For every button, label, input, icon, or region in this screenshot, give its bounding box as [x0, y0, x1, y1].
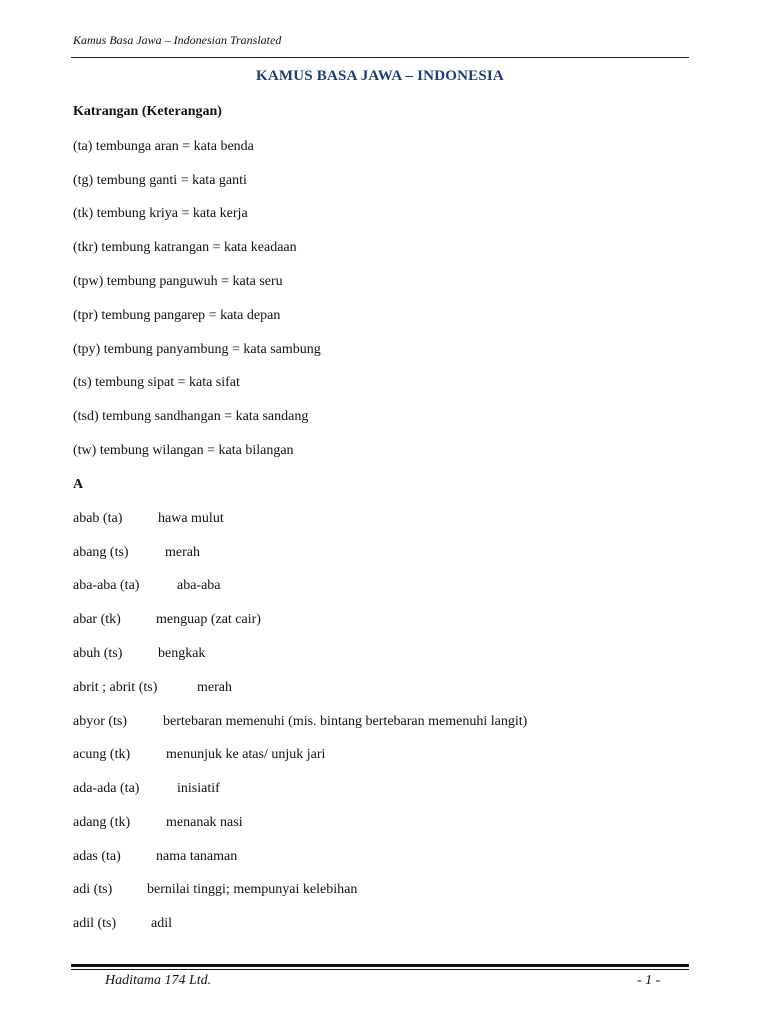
entry-meaning: menguap (zat cair): [156, 612, 261, 627]
legend-item: (tg) tembung ganti = kata ganti: [73, 173, 247, 188]
legend-item: (tpw) tembung panguwuh = kata seru: [73, 274, 283, 289]
entry-meaning: menunjuk ke atas/ unjuk jari: [166, 747, 326, 762]
legend-item: (tw) tembung wilangan = kata bilangan: [73, 443, 294, 458]
entry-term: ada-ada (ta): [73, 781, 140, 796]
dictionary-entry: [73, 612, 261, 628]
entry-meaning: menanak nasi: [166, 815, 243, 830]
entry-term: abuh (ts): [73, 646, 123, 661]
entry-term: acung (tk): [73, 747, 131, 762]
legend-item: (tpr) tembung pangarep = kata depan: [73, 308, 281, 323]
entry-term: adi (ts): [73, 882, 113, 897]
document-title: KAMUS BASA JAWA – INDONESIA: [256, 68, 504, 84]
footer-page-number: - 1 -: [637, 973, 661, 988]
dictionary-entry: [73, 714, 528, 730]
legend-item: (ts) tembung sipat = kata sifat: [73, 375, 240, 390]
dictionary-entry: [73, 545, 200, 561]
entry-meaning: bengkak: [158, 646, 206, 661]
entry-meaning: aba-aba: [177, 578, 221, 593]
entry-term: adang (tk): [73, 815, 131, 830]
running-header: Kamus Basa Jawa – Indonesian Translated: [73, 33, 282, 47]
entry-meaning: merah: [197, 680, 232, 695]
dictionary-entry: [73, 781, 220, 797]
footer-publisher: Haditama 174 Ltd.: [105, 973, 212, 988]
entry-term: adas (ta): [73, 849, 121, 864]
entry-meaning: inisiatif: [177, 781, 220, 796]
entry-meaning: adil: [151, 916, 172, 931]
section-letter: A: [73, 477, 84, 492]
dictionary-entry: [73, 680, 232, 696]
entry-term: adil (ts): [73, 916, 117, 931]
legend-item: (ta) tembunga aran = kata benda: [73, 139, 254, 154]
dictionary-entry: [73, 882, 358, 898]
entry-term: abang (ts): [73, 545, 129, 560]
dictionary-entry: [73, 747, 326, 763]
dictionary-entry: [73, 815, 243, 831]
footer-divider-thin: [71, 969, 689, 970]
entry-term: abab (ta): [73, 511, 123, 526]
entry-meaning: nama tanaman: [156, 849, 238, 864]
dictionary-entry: [73, 916, 172, 932]
entry-meaning: bernilai tinggi; mempunyai kelebihan: [147, 882, 358, 897]
entry-meaning: hawa mulut: [158, 511, 224, 526]
entry-term: abyor (ts): [73, 714, 128, 729]
footer-divider-thick: [71, 964, 689, 967]
legend-heading: Katrangan (Keterangan): [73, 104, 222, 119]
entry-term: aba-aba (ta): [73, 578, 140, 593]
dictionary-entry: [73, 646, 206, 662]
dictionary-entry: [73, 511, 224, 527]
entry-term: abrit ; abrit (ts): [73, 680, 158, 695]
dictionary-entry: [73, 849, 238, 865]
entry-term: abar (tk): [73, 612, 121, 627]
header-divider: [71, 57, 689, 58]
entry-meaning: bertebaran memenuhi (mis. bintang bertebaran memenuhi langit): [163, 714, 528, 729]
dictionary-entry: [73, 578, 221, 594]
entry-meaning: merah: [165, 545, 200, 560]
legend-item: (tsd) tembung sandhangan = kata sandang: [73, 409, 309, 424]
legend-item: (tk) tembung kriya = kata kerja: [73, 206, 248, 221]
legend-item: (tpy) tembung panyambung = kata sambung: [73, 342, 321, 357]
legend-item: (tkr) tembung katrangan = kata keadaan: [73, 240, 297, 255]
